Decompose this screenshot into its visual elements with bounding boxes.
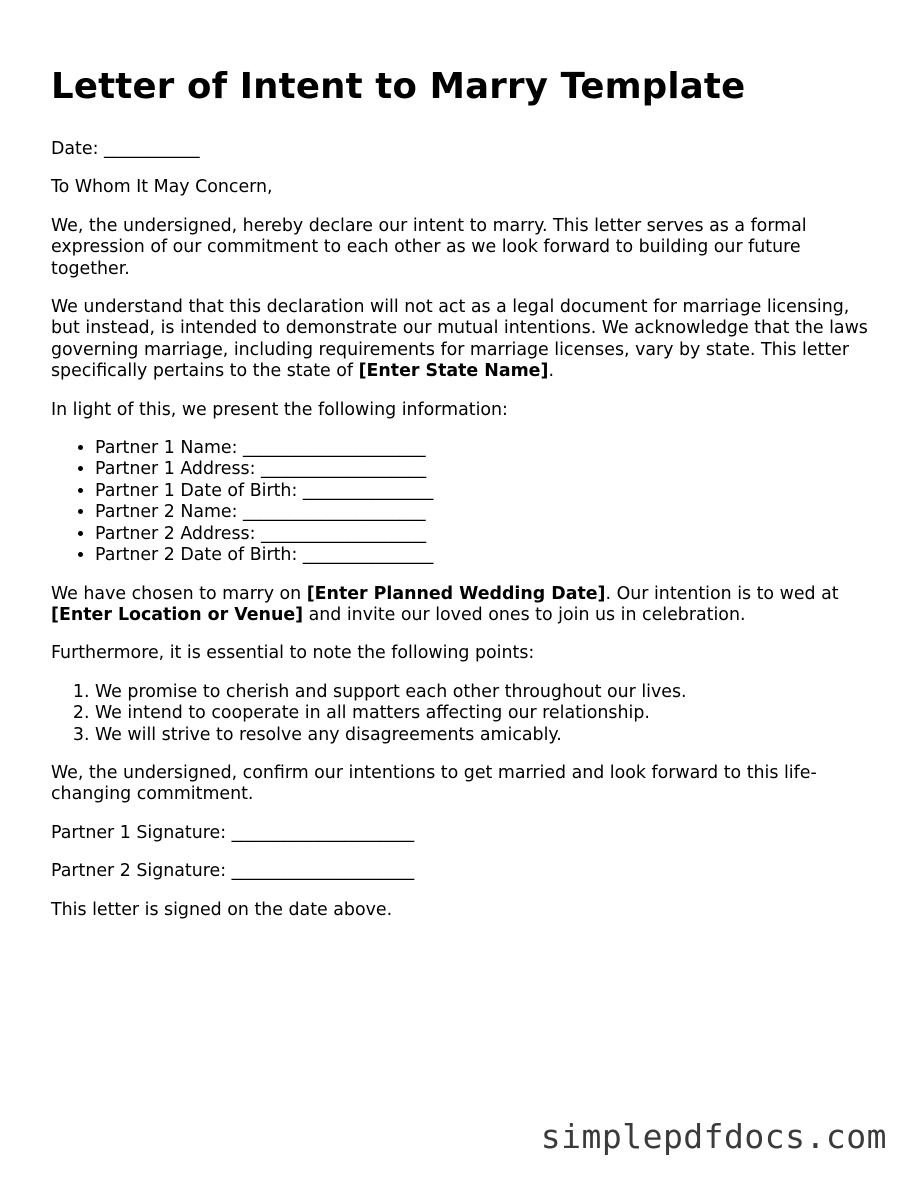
legal-paragraph-text: We understand that this declaration will not act as a legal document for marriage licensing, but instead, is intended to demonstrate our mutual intentions. We acknowledge that the laws governing marriage, including requirements for marriage licenses, vary by state. This letter specifically pertains to the state of [51, 297, 868, 382]
list-item-partner1-dob: • Partner 1 Date of Birth: _______________ [95, 481, 881, 502]
wedding-date-placeholder: [Enter Planned Wedding Date] [306, 583, 606, 604]
partner-info-list [51, 438, 881, 566]
list-item-point-1: 1. We promise to cherish and support each other throughout our lives. [95, 682, 881, 703]
letter-document [51, 62, 881, 938]
wedding-text-3: and invite our loved ones to join us in celebration. [303, 604, 746, 625]
legal-paragraph [51, 297, 881, 383]
info-intro: In light of this, we present the following information: [51, 399, 508, 420]
wedding-text-1: We have chosen to marry on [51, 583, 307, 604]
intro-paragraph: We, the undersigned, hereby declare our intent to marry. This letter serves as a formal expression of our commitment to each other as we look forward to building our future together. [51, 215, 807, 279]
salutation: To Whom It May Concern, [51, 177, 273, 198]
document-title: Letter of Intent to Marry Template [51, 66, 746, 107]
legal-paragraph-end: . [548, 361, 554, 382]
list-item-partner1-name: • Partner 1 Name: _____________________ [95, 438, 881, 459]
date-line: Date: ___________ [51, 139, 200, 159]
list-item-partner1-address: • Partner 1 Address: ___________________ [95, 459, 881, 480]
watermark: simplepdfdocs.com [540, 1117, 887, 1156]
list-item-point-2: 2. We intend to cooperate in all matters affecting our relationship. [95, 703, 881, 724]
points-list [51, 682, 881, 746]
list-item-partner2-dob: • Partner 2 Date of Birth: _______________ [95, 545, 881, 566]
wedding-location-placeholder: [Enter Location or Venue] [51, 604, 304, 625]
closing-line: This letter is signed on the date above. [51, 899, 393, 920]
points-intro: Furthermore, it is essential to note the following points: [51, 643, 535, 664]
list-item-partner2-address: • Partner 2 Address: ___________________ [95, 524, 881, 545]
partner2-signature-line: Partner 2 Signature: _____________________ [51, 861, 415, 882]
partner1-signature-line: Partner 1 Signature: _____________________ [51, 822, 415, 843]
wedding-paragraph [51, 584, 881, 627]
confirmation-paragraph: We, the undersigned, confirm our intentions to get married and look forward to this life-changing commitment. [51, 762, 817, 805]
list-item-partner2-name: • Partner 2 Name: _____________________ [95, 502, 881, 523]
list-item-point-3: 3. We will strive to resolve any disagreements amicably. [95, 725, 881, 746]
state-name-placeholder: [Enter State Name] [358, 361, 549, 382]
wedding-text-2: . Our intention is to wed at [605, 583, 839, 604]
